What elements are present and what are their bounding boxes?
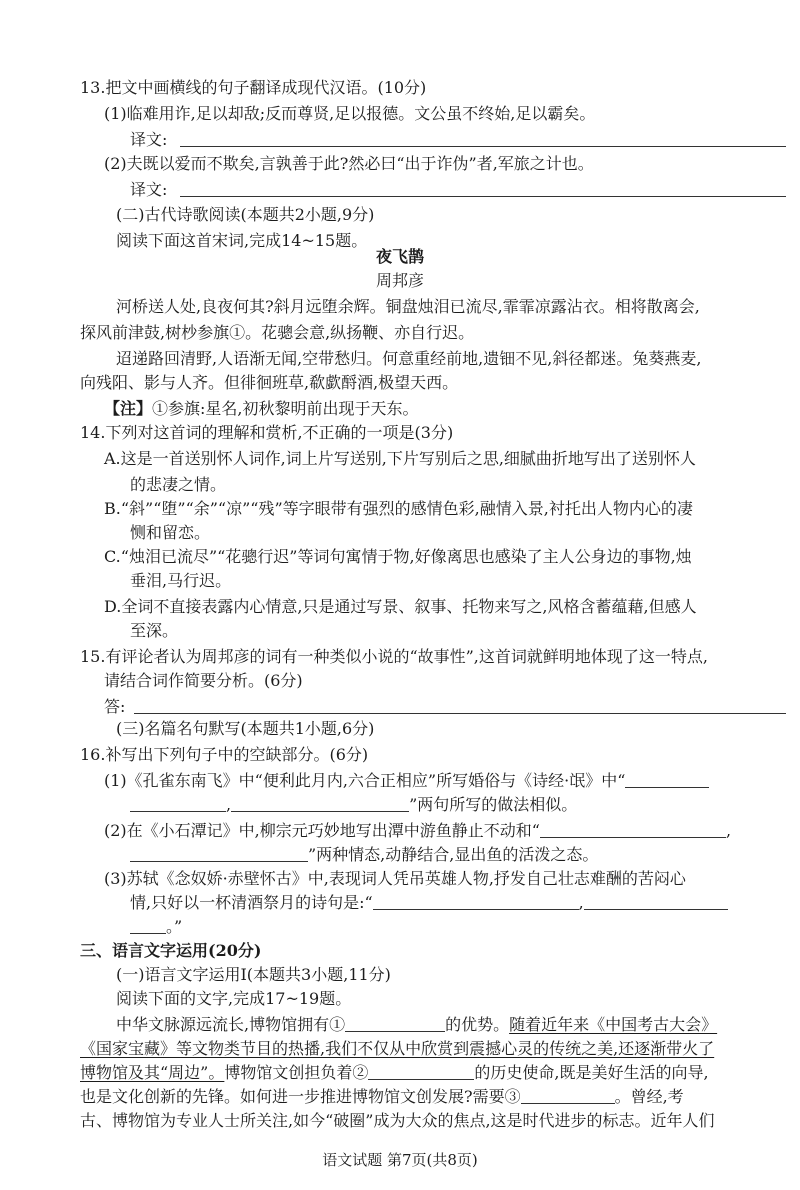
question-16-item-2: (2)在《小石潭记》中,柳宗元巧妙地写出潭中游鱼静止不动和“ , [104,821,732,840]
option-d: D.全词不直接表露内心情意,只是通过写景、叙事、托物来写之,风格含蓄蕴藉,但感人 [104,597,697,616]
passage-line-underlined: 《国家宝藏》等文物类节目的热播,我们不仅从中欣赏到震撼心灵的传统之美,还逐渐带火了 [80,1039,715,1058]
option-d-cont: 至深。 [130,621,179,640]
question-16-item-1-cont: , ”两句所写的做法相似。 [130,794,577,816]
option-c-cont: 垂泪,马行迟。 [130,571,232,590]
option-b-cont: 恻和留恋。 [130,523,211,542]
passage-line: 中华文脉源远流长,博物馆拥有① 的优势。随着近年来《中国考古大会》 [116,1015,718,1034]
fill-blank[interactable] [625,771,709,788]
question-16-item-1: (1)《孔雀东南飞》中“便利此月内,六合正相应”所写婚俗与《诗经·氓》中“ [104,770,709,792]
fill-blank[interactable] [540,821,726,838]
option-a-cont: 的悲凄之情。 [130,475,227,494]
question-14-title: 14.下列对这首词的理解和赏析,不正确的一项是(3分) [80,423,454,442]
fill-blank[interactable] [130,795,226,812]
section-2-header: (二)古代诗歌阅读(本题共2小题,9分) [116,205,375,224]
poem-title: 夜飞鹊 [375,247,424,266]
answer-label: 译文: [130,180,168,199]
answer-line[interactable] [180,196,786,197]
question-16-title: 16.补写出下列句子中的空缺部分。(6分) [80,745,369,764]
question-16-item-3-cont: 情,只好以一杯清酒祭月的诗句是:“ , [130,892,728,914]
fill-blank[interactable] [231,795,409,812]
page-footer: 语文试题 第7页(共8页) [322,1151,478,1169]
question-13-sentence-2: (2)夫既以爱而不欺矣,言孰善于此?然必曰“出于诈伪”者,军旅之计也。 [104,154,594,173]
note-label: 【注】 [104,399,153,418]
fill-blank[interactable] [584,893,728,910]
poem-line: 河桥送人处,良夜何其?斜月远堕余辉。铜盘烛泪已流尽,霏霏凉露沾衣。相将散离会, [116,297,700,316]
option-c: C.“烛泪已流尽”“花骢行迟”等词句寓情于物,好像离思也感染了主人公身边的事物,烛 [104,547,692,566]
answer-line[interactable] [180,146,786,147]
poem-line: 探风前津鼓,树杪参旗①。花骢会意,纵扬鞭、亦自行迟。 [80,323,475,342]
note-text: ①参旗:星名,初秋黎明前出现于天东。 [152,399,419,418]
question-13-title: 13.把文中画横线的句子翻译成现代汉语。(10分) [80,78,427,97]
question-13-sentence-1: (1)临难用诈,足以却敌;反而尊贤,足以报德。文公虽不终始,足以霸矣。 [104,104,596,123]
fill-blank[interactable] [130,845,308,862]
question-16-item-2-cont: ”两种情态,动静结合,显出鱼的活泼之态。 [130,844,598,866]
option-b: B.“斜”“堕”“余”“凉”“残”等字眼带有强烈的感情色彩,融情入景,衬托出人物内心的凄 [104,499,693,518]
part-3-header: 三、语言文字运用(20分) [80,941,262,960]
fill-blank[interactable] [368,1063,474,1080]
poem-line: 迢递路回清野,人语渐无闻,空带愁归。何意重经前地,遗钿不见,斜径都迷。兔葵燕麦, [116,349,702,368]
question-16-item-3: (3)苏轼《念奴娇·赤壁怀古》中,表现词人凭吊英雄人物,抒发自己壮志难酬的苦闷心 [104,869,686,888]
question-16-item-3-end: 。” [130,916,182,938]
answer-label: 译文: [130,130,168,149]
poem-line: 向残阳、影与人齐。但徘徊班草,欷歔酹酒,极望天西。 [80,373,459,392]
question-15-title-cont: 请结合词作简要分析。(6分) [104,671,303,690]
option-a: A.这是一首送别怀人词作,词上片写送别,下片写别后之思,细腻曲折地写出了送别怀人 [104,449,696,468]
fill-blank[interactable] [521,1087,615,1104]
fill-blank[interactable] [130,917,166,934]
poem-note [104,398,419,420]
answer-line[interactable] [134,713,786,714]
section-3-header: (三)名篇名句默写(本题共1小题,6分) [116,719,375,738]
question-15-title: 15.有评论者认为周邦彦的词有一种类似小说的“故事性”,这首词就鲜明地体现了这一特点, [80,647,708,666]
answer-label: 答: [104,697,126,716]
fill-blank[interactable] [373,893,579,910]
passage-line: 古、博物馆为专业人士所关注,如今“破圈”成为大众的焦点,这是时代进步的标志。近年人们 [80,1111,715,1130]
passage-line: 也是文化创新的先锋。如何进一步推进博物馆文创发展?需要③ 。曾经,考 [80,1087,684,1106]
poem-author: 周邦彦 [375,271,424,290]
part-3-subheader: (一)语言文字运用Ⅰ(本题共3小题,11分) [116,965,391,984]
section-2-intro: 阅读下面这首宋词,完成14~15题。 [116,231,368,250]
passage-line: 博物馆及其“周边”。博物馆文创担负着② 的历史使命,既是美好生活的向导, [80,1063,709,1082]
fill-blank[interactable] [345,1015,445,1032]
part-3-intro: 阅读下面的文字,完成17~19题。 [116,989,352,1008]
